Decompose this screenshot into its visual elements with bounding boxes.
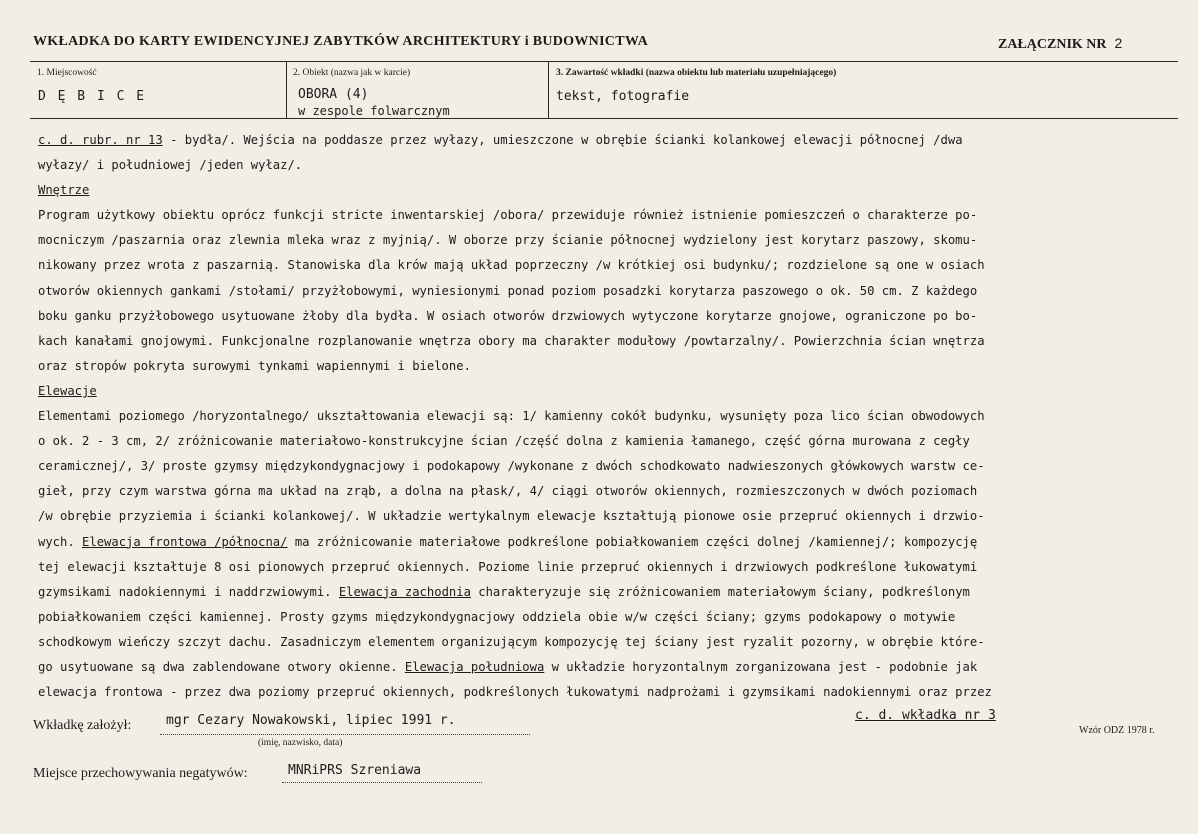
document-title: WKŁADKA DO KARTY EWIDENCYJNEJ ZABYTKÓW ARCHITEKTURY i BUDOWNICTWA	[33, 34, 649, 49]
continued-reference: c. d. wkładka nr 3	[855, 708, 996, 723]
text-line: nikowany przez wrota z paszarnią. Stanowiska dla krów mają układ poprzeczny /w krótkiej osi budynku/; rozdzielone są one w osiach	[38, 258, 985, 273]
text-segment: go usytuowane są dwa zablendowane otwory okienne.	[38, 659, 405, 674]
text-line: Program użytkowy obiektu oprócz funkcji stricte inwentarskiej /obora/ przewiduje również istnienie pomieszczeń o charakterze po-	[38, 208, 978, 223]
founded-by-hint: (imię, nazwisko, data)	[258, 738, 343, 748]
description-text	[38, 128, 1188, 705]
text-line	[38, 655, 1188, 680]
founded-by-value: mgr Cezary Nowakowski, lipiec 1991 r.	[166, 713, 456, 728]
object-value: OBORA (4)	[298, 87, 369, 102]
continuation-reference: c. d. rubr. nr 13	[38, 133, 163, 147]
annex-number: 2	[1114, 35, 1123, 51]
negatives-value: MNRiPRS Szreniawa	[288, 763, 422, 778]
section-heading-elevations: Elewacje	[38, 383, 97, 398]
contents-value: tekst, fotografie	[556, 89, 690, 104]
annex-label	[998, 35, 1122, 53]
subheading-west-elevation: Elewacja zachodnia	[338, 584, 471, 599]
text-line	[38, 530, 1188, 555]
text-line: boku ganku przyżłobowego usytuowane żłoby dla bydła. W osiach otworów drzwiowych wytyczone korytarze gnojowe, ograniczone po bo-	[38, 308, 978, 323]
text-line	[38, 128, 1188, 153]
field-divider-2	[548, 61, 549, 119]
locality-label: 1. Miejscowość	[37, 68, 97, 78]
negatives-label: Miejsce przechowywania negatywów:	[33, 766, 248, 781]
header-rule-bottom	[30, 118, 1178, 119]
text-segment: - bydła/. Wejścia na poddasze przez wyłazy, umieszczone w obrębie ścianki kolankowej elewacji północnej /dwa	[162, 133, 963, 147]
text-line: otworów okiennych gankami /stołami/ przyżłobowymi, wyniesionymi ponad poziom posadzki korytarza paszowego o ok. 50 cm. Z każdego	[38, 283, 978, 298]
text-line: schodkowym wieńczy szczyt dachu. Zasadniczym elementem organizującym kompozycję tej ściany jest ryzalit pozorny, w obrębie które-	[38, 634, 985, 649]
text-line: o ok. 2 - 3 cm, 2/ zróżnicowanie materiałowo-konstrukcyjne ścian /część dolna z kamienia łamanego, część górna murowana z cegły	[38, 434, 970, 449]
section-heading-interior: Wnętrze	[38, 183, 90, 198]
text-segment: charakteryzuje się zróżnicowaniem materiałowym ściany, podkreślonym	[470, 584, 970, 599]
text-line: Elementami poziomego /horyzontalnego/ ukształtowania elewacji są: 1/ kamienny cokół budynku, wysunięty poza lico ścian obwodowych	[38, 409, 985, 424]
text-segment: ma zróżnicowanie materiałowe podkreślone pobiałkowaniem części dolnej /kamiennej/; kompozycję	[287, 534, 978, 549]
text-line: /w obrębie przyziemia i ścianki kolankowej/. W układzie wertykalnym elewacje kształtują pionowe osie przepruć okiennych i drzwio-	[38, 509, 985, 524]
text-line: mocniczym /paszarnia oraz zlewnia mleka wraz z myjnią/. W oborze przy ścianie północnej wydzielony jest korytarz paszowy, skomu-	[38, 233, 978, 248]
contents-label: 3. Zawartość wkładki (nazwa obiektu lub materiału uzupełniającego)	[556, 68, 837, 78]
header-rule-top	[30, 61, 1178, 62]
text-line: kach kanałami gnojowymi. Funkcjonalne rozplanowanie wnętrza obory ma charakter modułowy /powtarzalny/. Powierzchnia ścian wnętrza	[38, 333, 985, 348]
locality-value: D Ę B I C E	[38, 89, 147, 104]
text-segment: w układzie horyzontalnym zorganizowana jest - podobnie jak	[544, 659, 978, 674]
form-code: Wzór ODZ 1978 r.	[1079, 725, 1155, 736]
object-label: 2. Obiekt (nazwa jak w karcie)	[293, 68, 411, 78]
object-value-continued: w zespole folwarcznym	[298, 104, 450, 118]
subheading-south-elevation: Elewacja południowa	[404, 659, 545, 674]
text-line: gieł, przy czym warstwa górna ma układ na zrąb, a dolna na płask/, 4/ ciągi otworów okiennych, rozmieszczonych w dwóch poziomach	[38, 484, 978, 499]
negatives-line	[282, 782, 482, 783]
text-line: wyłazy/ i południowej /jeden wyłaz/.	[38, 158, 303, 173]
subheading-front-elevation: Elewacja frontowa /północna/	[82, 534, 288, 549]
text-line: oraz stropów pokryta surowymi tynkami wapiennymi i bielone.	[38, 358, 471, 373]
text-line: elewacja frontowa - przez dwa poziomy przepruć okiennych, podkreślonych łukowatymi nadprożami i gzymsikami nadokiennymi oraz przez	[38, 685, 992, 700]
field-divider-1	[286, 61, 287, 119]
text-line	[38, 580, 1188, 605]
text-segment: wych.	[38, 534, 83, 549]
text-line: tej elewacji kształtuje 8 osi pionowych przepruć okiennych. Poziome linie przepruć okiennych i drzwiowych podkreślone łukowatymi	[38, 559, 978, 574]
text-segment: gzymsikami nadokiennymi i naddrzwiowymi.	[38, 584, 339, 599]
text-line: pobiałkowaniem części kamiennej. Prosty gzyms międzykondygnacjowy oddziela obie w/w części ściany; gzyms podokapowy o motywie	[38, 609, 956, 624]
annex-label-text: ZAŁĄCZNIK NR	[998, 37, 1107, 52]
text-line: ceramicznej/, 3/ proste gzymsy międzykondygnacjowy i podokapowy /wykonane z dwóch schodkowato nadwieszonych główkowych warstw ce-	[38, 459, 985, 474]
founded-by-line	[160, 734, 530, 735]
founded-by-label: Wkładkę założył:	[33, 718, 132, 733]
